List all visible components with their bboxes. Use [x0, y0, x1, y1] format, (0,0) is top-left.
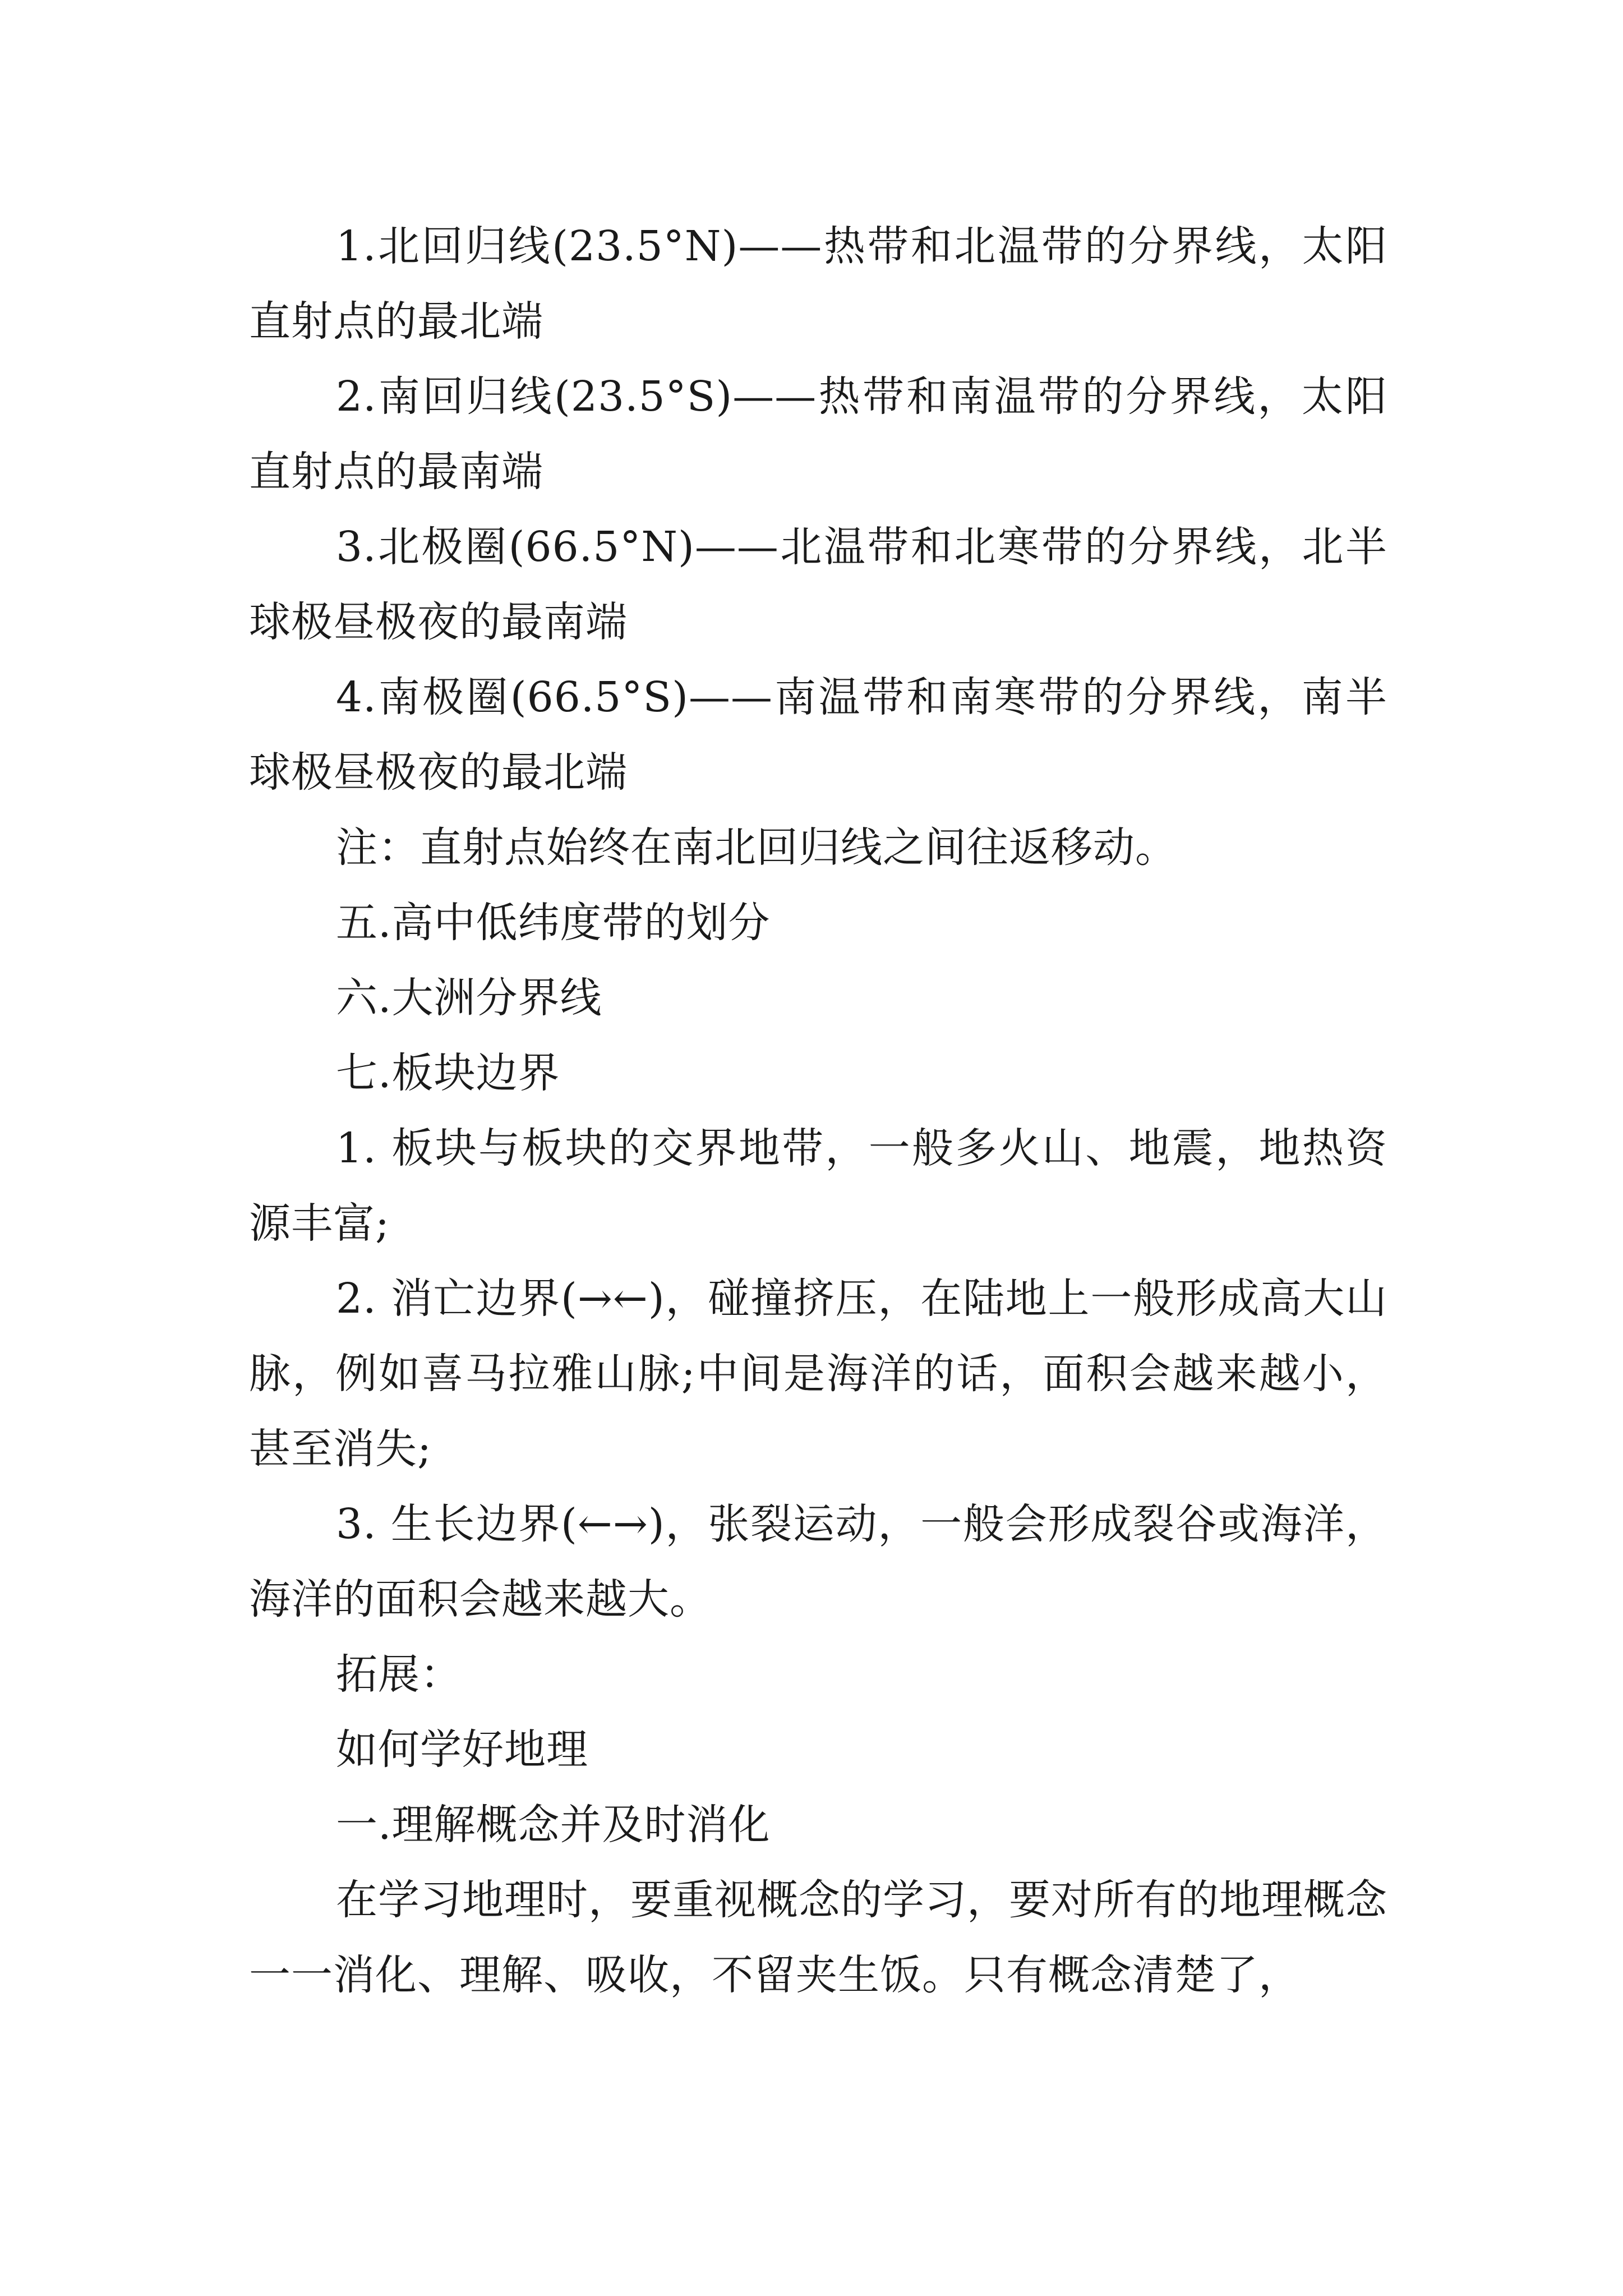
section-heading-understand-concepts: 一.理解概念并及时消化: [336, 1801, 771, 1849]
paragraph-antarctic-circle: 4.南极圈(66.5°S)——南温带和南寒带的分界线，南半球极昼极夜的最北端: [249, 673, 1387, 797]
section-heading-how-to-learn: 如何学好地理: [336, 1726, 588, 1774]
paragraph-extension-label: 拓展：: [336, 1650, 462, 1699]
paragraph-note: 注：直射点始终在南北回归线之间往返移动。: [336, 823, 1177, 872]
paragraph-arctic-circle: 3.北极圈(66.5°N)——北温带和北寒带的分界线，北半球极昼极夜的最南端: [249, 523, 1387, 646]
section-heading-plate-boundaries: 七.板块边界: [336, 1049, 560, 1097]
paragraph-plate-junction: 1. 板块与板块的交界地带，一般多火山、地震，地热资源丰富;: [249, 1124, 1387, 1248]
paragraph-divergent-boundary: 3. 生长边界(←→)，张裂运动，一般会形成裂谷或海洋，海洋的面积会越来越大。: [249, 1500, 1387, 1623]
paragraph-tropic-of-cancer: 1.北回归线(23.5°N)——热带和北温带的分界线，太阳直射点的最北端: [249, 222, 1387, 346]
paragraph-convergent-boundary: 2. 消亡边界(→←)，碰撞挤压，在陆地上一般形成高大山脉，例如喜马拉雅山脉;中间是海洋的话，面积会越来越小，甚至消失;: [249, 1274, 1387, 1473]
section-heading-continent-boundaries: 六.大洲分界线: [336, 974, 602, 1022]
paragraph-concepts-body: 在学习地理时，要重视概念的学习，要对所有的地理概念一一消化、理解、吸收，不留夹生饭。只有概念清楚了，: [249, 1876, 1387, 1999]
section-heading-latitude-zones: 五.高中低纬度带的划分: [336, 899, 771, 947]
paragraph-tropic-of-capricorn: 2.南回归线(23.5°S)——热带和南温带的分界线，太阳直射点的最南端: [249, 372, 1387, 496]
document-body: [249, 209, 1387, 2013]
